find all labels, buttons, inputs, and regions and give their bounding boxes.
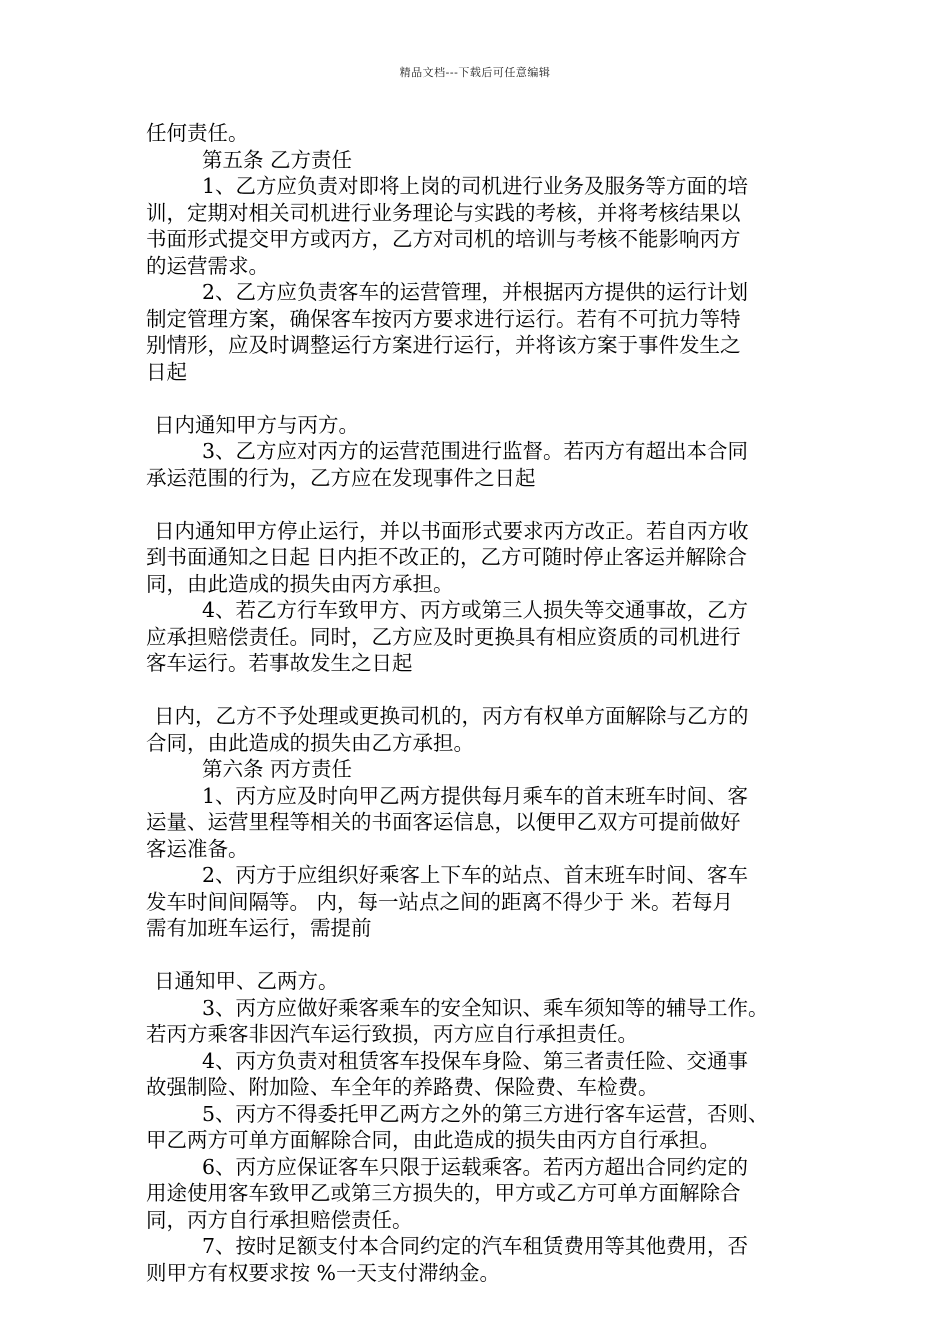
paragraph-line: 4、丙方负责对租赁客车投保车身险、第三者责任险、交通事 (202, 1048, 749, 1073)
paragraph-line: 制定管理方案，确保客车按丙方要求进行运行。若有不可抗力等特 (146, 306, 741, 331)
section-heading: 第五条 乙方责任 (202, 147, 353, 172)
paragraph-line: 用途使用客车致甲乙或第三方损失的，甲方或乙方可单方面解除合 (146, 1181, 741, 1205)
paragraph-line: 6、丙方应保证客车只限于运载乘客。若丙方超出合同约定的 (202, 1154, 749, 1179)
blank-line (146, 942, 818, 969)
paragraph-line: 日内通知甲方停止运行，并以书面形式要求丙方改正。若自丙方收 (154, 518, 749, 543)
paragraph-line: 应承担赔偿责任。同时，乙方应及时更换具有相应资质的司机进行 (146, 624, 741, 649)
paragraph-line: 需有加班车运行，需提前 (146, 916, 372, 940)
paragraph-line: 日起 (146, 359, 187, 384)
paragraph-line: 到书面通知之日起 日内拒不改正的，乙方可随时停止客运并解除合 (146, 545, 748, 569)
paragraph-line: 别情形，应及时调整运行方案进行运行，并将该方案于事件发生之 (146, 333, 741, 357)
paragraph-line: 客车运行。若事故发生之日起 (146, 651, 413, 675)
paragraph-line: 日内通知甲方与丙方。 (154, 412, 359, 437)
paragraph-line: 客运准备。 (146, 836, 249, 861)
paragraph-line: 2、乙方应负责客车的运营管理，并根据丙方提供的运行计划 (202, 280, 749, 304)
document-body (146, 120, 818, 1286)
blank-line (146, 385, 818, 412)
paragraph-line: 则甲方有权要求按 %一天支付滞纳金。 (146, 1260, 500, 1285)
text-line: 任何责任。 (146, 121, 249, 145)
paragraph-line: 1、丙方应及时向甲乙两方提供每月乘车的首末班车时间、客 (202, 783, 749, 808)
paragraph-line: 日通知甲、乙两方。 (154, 969, 339, 993)
paragraph-line: 5、丙方不得委托甲乙两方之外的第三方进行客车运营，否则、 (202, 1101, 769, 1126)
paragraph-line: 同，丙方自行承担赔偿责任。 (146, 1207, 413, 1232)
paragraph-line: 的运营需求。 (146, 253, 269, 278)
blank-line (146, 491, 818, 518)
paragraph-line: 甲乙两方可单方面解除合同，由此造成的损失由丙方自行承担。 (146, 1128, 720, 1152)
paragraph-line: 4、若乙方行车致甲方、丙方或第三人损失等交通事故，乙方 (202, 598, 749, 622)
paragraph-line: 故强制险、附加险、车全年的养路费、保险费、车检费。 (146, 1075, 659, 1099)
section-heading: 第六条 丙方责任 (202, 757, 353, 781)
paragraph-line: 书面形式提交甲方或丙方，乙方对司机的培训与考核不能影响丙方 (146, 227, 741, 251)
paragraph-line: 同，由此造成的损失由丙方承担。 (146, 571, 454, 596)
paragraph-line: 运量、运营里程等相关的书面客运信息，以便甲乙双方可提前做好 (146, 810, 741, 834)
blank-line (146, 677, 818, 704)
paragraph-line: 合同，由此造成的损失由乙方承担。 (146, 730, 474, 755)
paragraph-line: 2、丙方于应组织好乘客上下车的站点、首末班车时间、客车 (202, 863, 749, 887)
paragraph-line: 训，定期对相关司机进行业务理论与实践的考核，并将考核结果以 (146, 200, 741, 225)
paragraph-line: 3、丙方应做好乘客乘车的安全知识、乘车须知等的辅导工作。 (202, 995, 769, 1020)
paragraph-line: 1、乙方应负责对即将上岗的司机进行业务及服务等方面的培 (202, 174, 749, 198)
paragraph-line: 日内，乙方不予处理或更换司机的，丙方有权单方面解除与乙方的 (154, 704, 749, 728)
paragraph-line: 发车时间间隔等。 内，每一站点之间的距离不得少于 米。若每月 (146, 889, 734, 914)
page-header: 精品文档---下载后可任意编辑 (399, 66, 551, 79)
paragraph-line: 7、按时足额支付本合同约定的汽车租赁费用等其他费用，否 (202, 1234, 749, 1258)
paragraph-line: 3、乙方应对丙方的运营范围进行监督。若丙方有超出本合同 (202, 439, 749, 463)
paragraph-line: 若丙方乘客非因汽车运行致损，丙方应自行承担责任。 (146, 1022, 638, 1046)
paragraph-line: 承运范围的行为，乙方应在发现事件之日起 (146, 465, 536, 490)
